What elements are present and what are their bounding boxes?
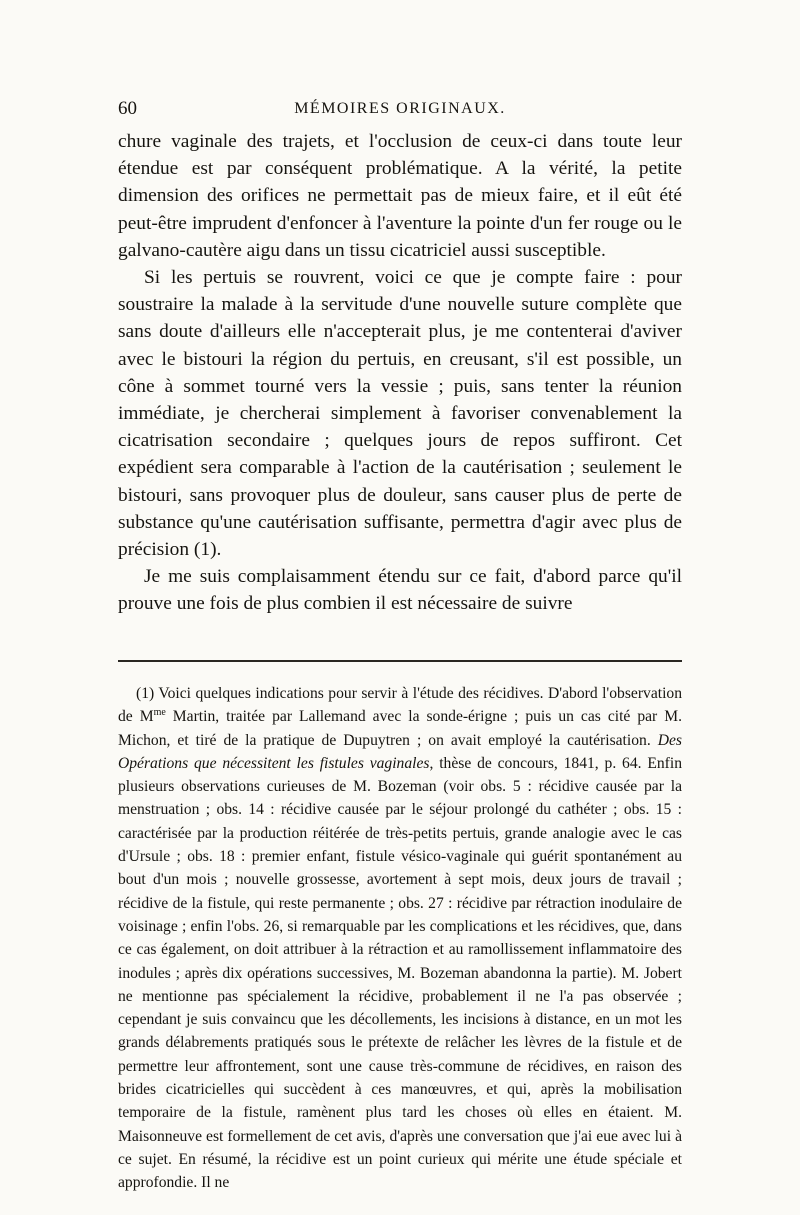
footnote-divider bbox=[118, 660, 682, 662]
footnote-text-3: , thèse de concours, 1841, p. 64. Enfin plusieurs observations curieuses de M. Bozeman (voir obs. 5 : récidive causée par la menstruation ; obs. 14 : récidive causée par le séjour prolongé du cathéter ; obs. 15 : caractérisée par la production réitérée de très-petits pertuis, grande analogie avec le cas d'Ursule ; obs. 18 : premier enfant, fistule vésico-vaginale qui guérit spontanément au bout d'un mois ; nouvelle grossesse, avortement à sept mois, deux jours de travail ; récidive de la fistule, qui reste permanente ; obs. 27 : récidive par rétraction inodulaire de voisinage ; enfin l'obs. 26, si remarquable par les complications et les récidives, que, dans ce cas également, on doit attribuer à la rétraction et au ramollissement inflammatoire des inodules ; après dix opérations successives, M. Bozeman abandonna la partie). M. Jobert ne mentionne pas spécialement la récidive, probablement il ne l'a pas observée ; cependant je suis convaincu que les décollements, les incisions à distance, en un mot les grands délabrements pratiqués sous le prétexte de relâcher les lèvres de la fistule et de permettre leur affrontement, sont une cause très-commune de récidives, en raison des brides cicatricielles qui succèdent à ces manœuvres, et qui, après la mobilisation temporaire de la fistule, ramènent plus tard les choses où elles en étaient. M. Maisonneuve est formellement de cet avis, d'après une conversation que j'ai eue avec lui à ce sujet. En résumé, la récidive est un point curieux qui mérite une étude spéciale et approfondie. Il ne bbox=[118, 754, 682, 1192]
footnote-superscript: me bbox=[153, 707, 166, 719]
cited-thesis-title: Des Opérations que nécessitent les fistules vaginales bbox=[118, 731, 682, 772]
main-text bbox=[118, 128, 682, 618]
footnote-text-2: Martin, traitée par Lallemand avec la sonde-érigne ; puis un cas cité par M. Michon, et tiré de la pratique de Dupuytren ; on avait employé la cautérisation. bbox=[118, 708, 683, 749]
page-header bbox=[118, 98, 682, 122]
paragraph-continued: chure vaginale des trajets, et l'occlusion de ceux-ci dans toute leur étendue est par conséquent problématique. A la vérité, la petite dimension des orifices ne permettait pas de mieux faire, et il eût été peut-être imprudent d'enfoncer à l'aventure la pointe d'un fer rouge ou le galvano-cautère aigu dans un tissu cicatriciel aussi susceptible. bbox=[118, 131, 682, 261]
paragraph-conclusion: Je me suis complaisamment étendu sur ce fait, d'abord parce qu'il prouve une fois de plus combien il est nécessaire de suivre bbox=[118, 566, 682, 615]
running-title: MÉMOIRES ORIGINAUX. bbox=[294, 100, 506, 117]
paragraph-pertuis: Si les pertuis se rouvrent, voici ce que je compte faire : pour soustraire la malade à la servitude d'une nouvelle suture complète que sans doute d'ailleurs elle n'accepterait plus, je me contenterai d'aviver avec le bistouri la région du pertuis, en creusant, s'il est possible, un cône à sommet tourné vers la vessie ; puis, sans tenter la réunion immédiate, je chercherai simplement à favoriser convenablement la cicatrisation secondaire ; quelques jours de repos suffiront. Cet expédient sera comparable à l'action de la cautérisation ; seulement le bistouri, sans provoquer plus de douleur, sans causer plus de perte de substance qu'une cautérisation suffisante, permettra d'agir avec plus de précision (1). bbox=[118, 267, 682, 561]
page-number: 60 bbox=[118, 98, 137, 119]
footnote-text-1: (1) Voici quelques indications pour servir à l'étude des récidives. D'abord l'observation de M bbox=[118, 685, 682, 726]
footnote bbox=[118, 682, 682, 1195]
